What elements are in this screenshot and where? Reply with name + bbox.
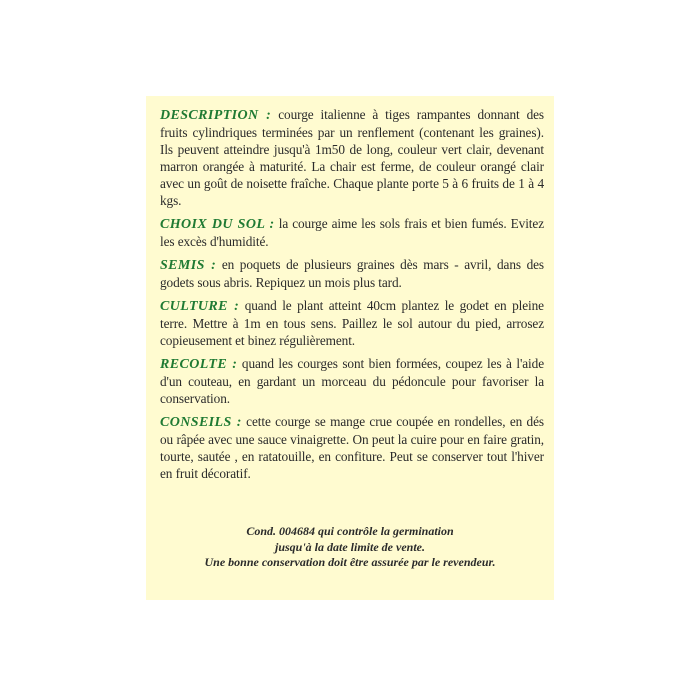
footer-line-3: Une bonne conservation doit être assurée par le revendeur. bbox=[204, 555, 496, 569]
advice-text: cette courge se mange crue coupée en rondelles, en dés ou râpée avec une sauce vinaigrette. On peut la cuire pour en faire gratin, tourte, sautée , en ratatouille, en confiture. Peut se conserver tout l'hiver en fruit décoratif. bbox=[160, 414, 544, 481]
advice-section bbox=[160, 413, 544, 482]
packaging-footer bbox=[146, 524, 554, 571]
harvest-heading: RECOLTE : bbox=[160, 357, 238, 372]
description-section bbox=[160, 106, 544, 209]
soil-choice-heading: CHOIX DU SOL : bbox=[160, 217, 275, 232]
cultivation-heading: CULTURE : bbox=[160, 299, 240, 314]
soil-choice-text: la courge aime les sols frais et bien fumés. Evitez les excès d'humidité. bbox=[160, 216, 544, 249]
description-text: courge italienne à tiges rampantes donnant des fruits cylindriques terminées par un renflement (contenant les graines). Ils peuvent atteindre jusqu'à 1m50 de long, couleur vert clair, devenant marron orangée à maturité. La chair est ferme, de couleur orangé clair avec un goût de noisette fraîche. Chaque plante porte 5 à 6 fruits de 1 à 4 kgs. bbox=[160, 107, 544, 208]
sowing-heading: SEMIS : bbox=[160, 258, 217, 273]
cultivation-text: quand le plant atteint 40cm plantez le godet en pleine terre. Mettre à 1m en tous sens. Paillez le sol autour du pied, arrosez copieusement et binez régulièrement. bbox=[160, 298, 544, 348]
harvest-section bbox=[160, 355, 544, 407]
seed-packet-info-card bbox=[146, 96, 554, 600]
description-heading: DESCRIPTION : bbox=[160, 108, 272, 123]
footer-line-2: jusqu'à la date limite de vente. bbox=[275, 539, 425, 554]
footer-line-1: Cond. 004684 qui contrôle la germination bbox=[246, 524, 454, 538]
soil-choice-section bbox=[160, 215, 544, 250]
sowing-section bbox=[160, 256, 544, 291]
advice-heading: CONSEILS : bbox=[160, 415, 242, 430]
harvest-text: quand les courges sont bien formées, coupez les à l'aide d'un couteau, en gardant un morceau du pédoncule pour favoriser la conservation. bbox=[160, 356, 545, 406]
sowing-text: en poquets de plusieurs graines dès mars - avril, dans des godets sous abris. Repiquez un mois plus tard. bbox=[160, 257, 544, 290]
cultivation-section bbox=[160, 297, 544, 349]
